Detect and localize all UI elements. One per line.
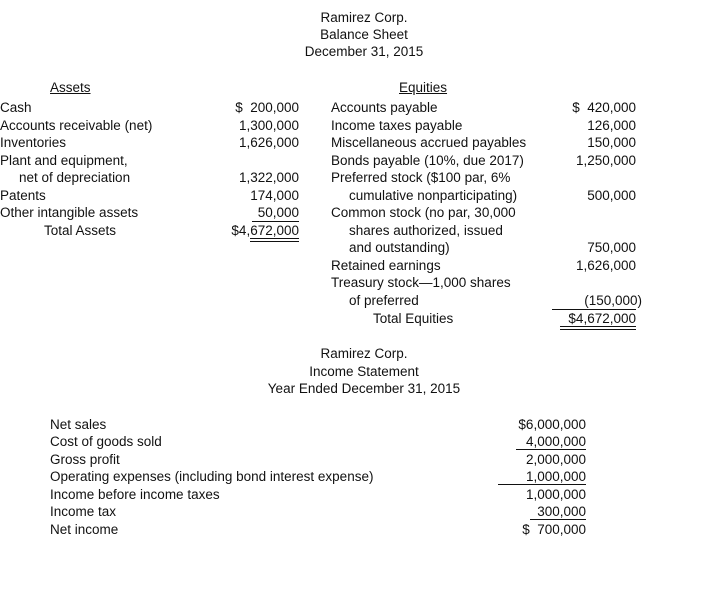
subtotal-rule [516,449,586,450]
is-value: $ 700,000 [522,522,586,537]
asset-value: 1,626,000 [238,135,299,150]
equity-value: 750,000 [587,240,636,255]
asset-value: 174,000 [250,188,299,203]
asset-label: Inventories [0,135,67,150]
is-period: Year Ended December 31, 2015 [267,381,461,396]
equity-label: Miscellaneous accrued payables [331,135,527,150]
double-rule [560,326,636,327]
total-equities-value: $4,672,000 [568,311,636,326]
subtotal-rule [530,519,586,520]
equities-heading: Equities [399,80,448,95]
asset-value: 1,300,000 [238,118,299,133]
is-label: Operating expenses (including bond interest expense) [50,469,374,484]
total-assets-value: $4,672,000 [231,223,299,238]
asset-label: Patents [0,188,46,203]
double-rule [250,238,299,239]
is-value: 1,000,000 [525,469,586,484]
equity-label: Preferred stock ($100 par, 6% [331,170,511,185]
bs-company: Ramirez Corp. [320,10,408,25]
equity-value: 500,000 [587,188,636,203]
equity-label: shares authorized, issued [349,223,503,238]
asset-label: Accounts receivable (net) [0,118,153,133]
equity-value: 1,250,000 [575,153,636,168]
is-label: Gross profit [50,452,120,467]
total-assets-label: Total Assets [44,223,117,238]
is-label: Net sales [50,417,107,432]
equity-value: 1,626,000 [575,258,636,273]
equity-label: Accounts payable [331,100,438,115]
is-company: Ramirez Corp. [320,346,408,361]
bs-title: Balance Sheet [320,27,408,42]
is-title: Income Statement [309,364,419,379]
equity-label: Bonds payable (10%, due 2017) [331,153,524,168]
asset-label: net of depreciation [19,170,131,185]
is-value: 300,000 [537,504,586,519]
asset-value: 1,322,000 [238,170,299,185]
equity-value: $ 420,000 [572,100,636,115]
equity-label: cumulative nonparticipating) [349,188,518,203]
is-value: 4,000,000 [525,434,586,449]
equity-label: and outstanding) [349,240,450,255]
is-label: Income before income taxes [50,487,220,502]
asset-label: Plant and equipment, [0,153,128,168]
asset-label: Other intangible assets [0,205,139,220]
equity-value: 126,000 [587,118,636,133]
double-rule [560,329,636,330]
equity-label: Income taxes payable [331,118,463,133]
bs-date: December 31, 2015 [304,44,424,59]
is-label: Income tax [50,504,117,519]
is-label: Cost of goods sold [50,434,162,449]
is-value: $6,000,000 [518,417,586,432]
equity-label: Treasury stock—1,000 shares [331,275,511,290]
asset-label: Cash [0,100,32,115]
double-rule [250,241,299,242]
total-equities-label: Total Equities [373,311,454,326]
equity-label: Common stock (no par, 30,000 [331,205,516,220]
is-value: 2,000,000 [525,452,586,467]
is-value: 1,000,000 [525,487,586,502]
is-label: Net income [50,522,119,537]
subtotal-rule [498,484,586,485]
equity-label: Retained earnings [331,258,441,273]
asset-value: 50,000 [257,205,299,220]
equity-value: 150,000 [587,135,636,150]
asset-value: $ 200,000 [235,100,299,115]
assets-heading: Assets [50,80,91,95]
equity-label: of preferred [349,293,419,308]
equity-value: (150,000) [584,293,642,308]
